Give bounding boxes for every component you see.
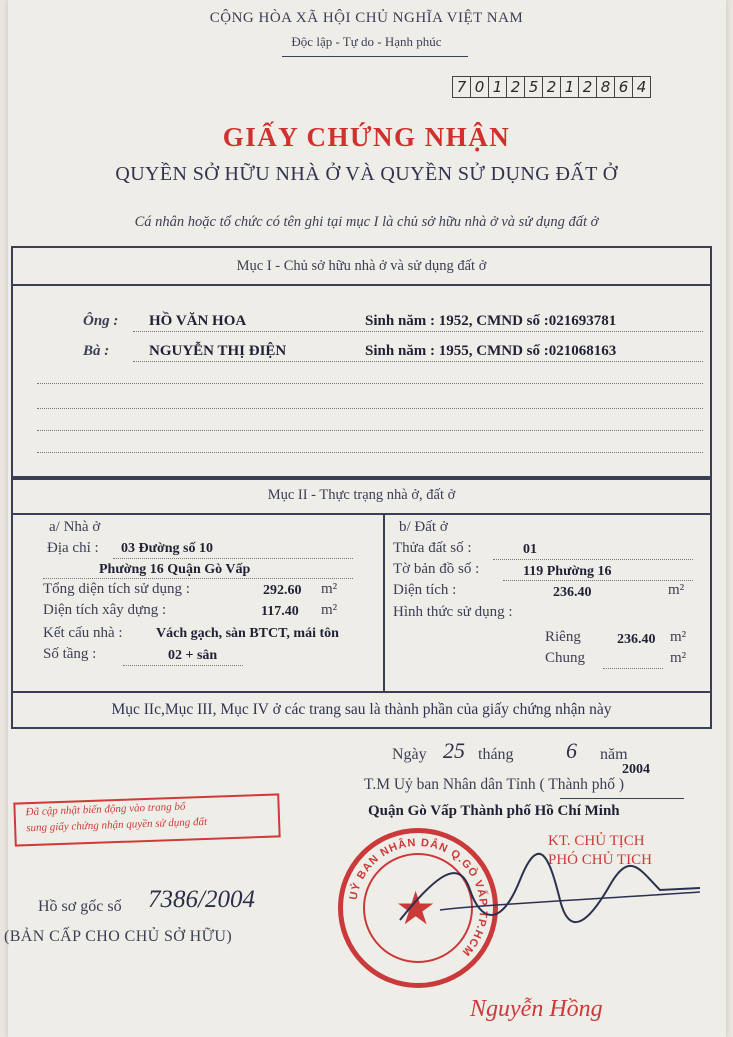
divider bbox=[13, 284, 710, 286]
owner-1-prefix: Ông : bbox=[83, 313, 119, 329]
serial-digit: 2 bbox=[543, 77, 561, 97]
total-area-label: Tổng diện tích sử dụng : bbox=[43, 581, 190, 597]
date-year-label: năm bbox=[600, 746, 628, 763]
intro-text: Cá nhân hoặc tổ chức có tên ghi tại mục I là chủ sở hữu nhà ở và sử dụng đất ở bbox=[134, 214, 599, 230]
seal-text: UỶ BAN NHÂN DÂN Q.GÒ VẤP TP.HCM bbox=[347, 836, 490, 959]
section-2-box bbox=[11, 478, 712, 693]
build-area-label: Diện tích xây dựng : bbox=[43, 602, 167, 618]
date-day: 25 bbox=[443, 738, 465, 763]
divider bbox=[13, 513, 710, 515]
file-number: 7386/2004 bbox=[148, 886, 255, 913]
floors-label: Số tầng : bbox=[43, 646, 97, 662]
usage-label: Hình thức sử dụng : bbox=[393, 604, 513, 620]
serial-digit: 2 bbox=[507, 77, 525, 97]
map-value: 119 Phường 16 bbox=[523, 564, 612, 579]
date-year: 2004 bbox=[622, 762, 650, 777]
address-line-2: Phường 16 Quận Gò Vấp bbox=[99, 562, 251, 577]
section-1-box bbox=[11, 246, 712, 478]
certificate-title: GIẤY CHỨNG NHẬN bbox=[222, 122, 511, 152]
serial-digit: 7 bbox=[453, 77, 471, 97]
serial-digit: 6 bbox=[615, 77, 633, 97]
floors-value: 02 + sân bbox=[168, 648, 218, 663]
date-month: 6 bbox=[566, 738, 577, 763]
serial-digit: 8 bbox=[597, 77, 615, 97]
section-2-heading: Mục II - Thực trạng nhà ở, đất ở bbox=[267, 487, 456, 503]
build-area-value: 117.40 bbox=[261, 604, 299, 619]
shared-label: Chung bbox=[545, 650, 586, 666]
signer-name: Nguyễn Hồng bbox=[470, 996, 603, 1022]
land-heading: b/ Đất ở bbox=[399, 519, 448, 535]
section-3-box bbox=[11, 691, 712, 729]
serial-digit: 1 bbox=[561, 77, 579, 97]
structure-value: Vách gạch, sàn BTCT, mái tôn bbox=[156, 626, 339, 641]
signer-role-1: KT. CHỦ TỊCH bbox=[548, 833, 645, 849]
motto-underline bbox=[282, 56, 468, 57]
serial-number bbox=[452, 76, 651, 98]
private-label: Riêng bbox=[545, 629, 581, 645]
structure-label: Kết cấu nhà : bbox=[43, 625, 123, 641]
authority-line: T.M Uỷ ban Nhân dân Tỉnh ( Thành phố ) bbox=[364, 776, 625, 793]
total-area-value: 292.60 bbox=[263, 583, 302, 598]
total-area-unit: m² bbox=[321, 581, 338, 597]
update-stamp bbox=[13, 793, 280, 846]
column-divider bbox=[383, 514, 385, 691]
shared-unit: m² bbox=[670, 650, 687, 666]
address-label: Địa chỉ : bbox=[47, 540, 99, 556]
build-area-unit: m² bbox=[321, 602, 338, 618]
land-area-unit: m² bbox=[668, 582, 685, 598]
certificate-subtitle: QUYỀN SỞ HỮU NHÀ Ở VÀ QUYỀN SỬ DỤNG ĐẤT Ở bbox=[115, 163, 618, 185]
owner-2-prefix: Bà : bbox=[83, 343, 110, 359]
serial-digit: 0 bbox=[471, 77, 489, 97]
serial-digit: 1 bbox=[489, 77, 507, 97]
land-area-label: Diện tích : bbox=[393, 582, 457, 598]
owner-2-name: NGUYỄN THỊ ĐIỆN bbox=[149, 343, 287, 359]
section-1-heading: Mục I - Chủ sở hữu nhà ở và sử dụng đất ở bbox=[236, 258, 487, 274]
section-3-text: Mục IIc,Mục III, Mục IV ở các trang sau là thành phần của giấy chứng nhận này bbox=[111, 701, 612, 718]
address-line-1: 03 Đường số 10 bbox=[121, 541, 213, 556]
parcel-label: Thửa đất số : bbox=[393, 540, 472, 556]
land-area-value: 236.40 bbox=[553, 585, 592, 600]
house-heading: a/ Nhà ở bbox=[49, 519, 101, 535]
copy-note: (BẢN CẤP CHO CHỦ SỞ HỮU) bbox=[4, 928, 233, 945]
serial-digit: 4 bbox=[636, 78, 647, 96]
republic-header: CỘNG HÒA XÃ HỘI CHỦ NGHĨA VIỆT NAM bbox=[209, 10, 524, 26]
owner-1-name: HỒ VĂN HOA bbox=[149, 313, 247, 329]
star-icon: ★ bbox=[395, 881, 437, 935]
district-line: Quận Gò Vấp Thành phố Hồ Chí Minh bbox=[368, 803, 620, 819]
date-month-label: tháng bbox=[478, 746, 514, 763]
serial-digit: 2 bbox=[579, 77, 597, 97]
signer-role-2: PHÓ CHỦ TỊCH bbox=[548, 852, 652, 868]
serial-digit: 5 bbox=[525, 77, 543, 97]
signature-icon bbox=[380, 850, 710, 940]
private-unit: m² bbox=[670, 629, 687, 645]
map-label: Tờ bản đồ số : bbox=[393, 561, 480, 577]
owner-2-info: Sinh năm : 1955, CMND số :021068163 bbox=[365, 343, 617, 359]
file-label: Hồ sơ gốc số bbox=[38, 898, 122, 915]
motto: Độc lập - Tự do - Hạnh phúc bbox=[291, 34, 442, 49]
parcel-value: 01 bbox=[523, 542, 537, 557]
date-day-label: Ngày bbox=[392, 746, 427, 763]
update-stamp-line-1: Đã cập nhật biến động vào trang bổ bbox=[25, 800, 186, 819]
private-area: 236.40 bbox=[617, 632, 656, 647]
update-stamp-line-2: sung giấy chứng nhận quyền sử dụng đất bbox=[26, 815, 208, 835]
owner-1-info: Sinh năm : 1952, CMND số :021693781 bbox=[365, 313, 617, 329]
